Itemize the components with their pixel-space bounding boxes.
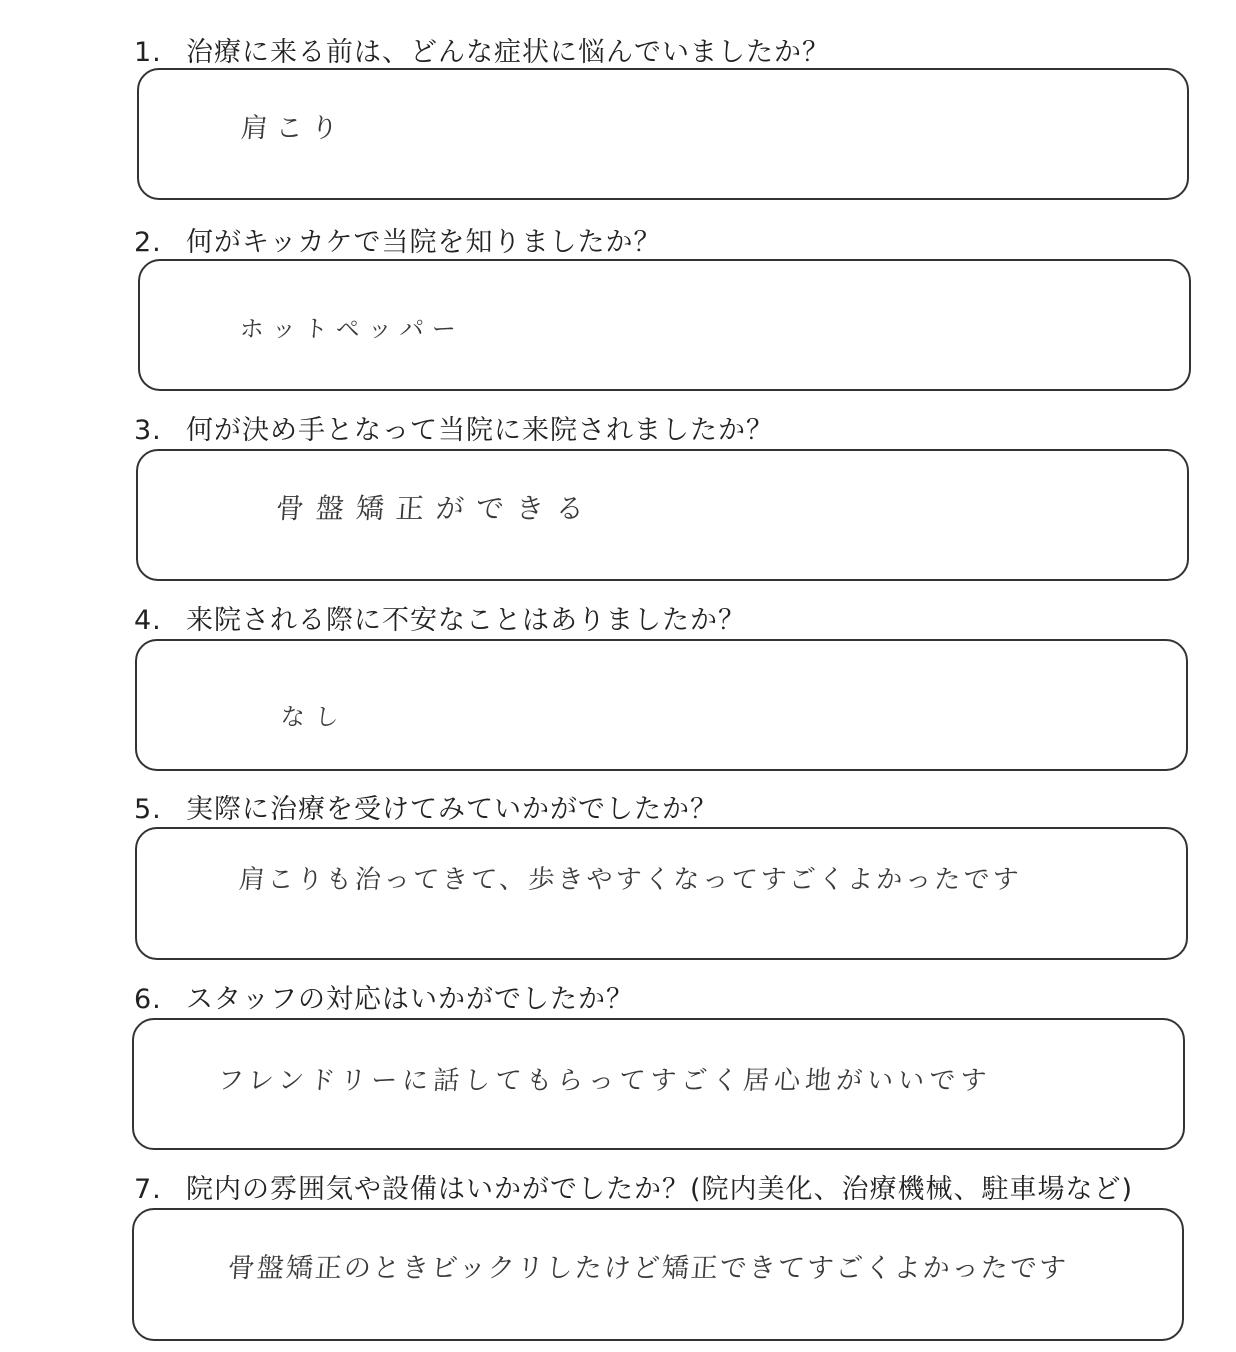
question-text: 来院される際に不安なことはありましたか？ bbox=[186, 605, 746, 636]
question-number: 4. bbox=[134, 605, 162, 636]
question-number: 7. bbox=[134, 1174, 162, 1205]
question-text: スタッフの対応はいかがでしたか？ bbox=[186, 984, 634, 1015]
answer-box-3 bbox=[136, 449, 1189, 581]
answer-box-6 bbox=[132, 1018, 1185, 1150]
handwritten-answer: 肩こりも治ってきて、歩きやすくなってすごくよかったです bbox=[237, 865, 1023, 895]
question-number: 5. bbox=[134, 794, 162, 825]
question-text: 何がキッカケで当院を知りましたか？ bbox=[186, 227, 662, 258]
answer-box-2 bbox=[138, 259, 1191, 391]
handwritten-answer: フレンドリーに話してもらってすごく居心地がいいです bbox=[216, 1066, 993, 1096]
question-5-title bbox=[134, 787, 718, 826]
question-1-title bbox=[134, 30, 830, 69]
answer-box-4 bbox=[135, 639, 1188, 771]
handwritten-answer: 骨盤矯正ができる bbox=[274, 492, 598, 525]
question-text: 実際に治療を受けてみていかがでしたか？ bbox=[186, 794, 718, 825]
answer-box-7 bbox=[132, 1208, 1184, 1341]
question-number: 6. bbox=[134, 984, 162, 1015]
question-number: 2. bbox=[134, 227, 162, 258]
question-text: 何が決め手となって当院に来院されましたか？ bbox=[186, 415, 774, 446]
handwritten-answer: 肩こり bbox=[239, 113, 347, 144]
question-text: 治療に来る前は、どんな症状に悩んでいましたか？ bbox=[186, 37, 830, 68]
question-number: 1. bbox=[134, 37, 162, 68]
question-4-title bbox=[134, 598, 746, 637]
handwritten-answer: 骨盤矯正のときビックリしたけど矯正できてすごくよかったです bbox=[226, 1253, 1069, 1284]
question-6-title bbox=[134, 977, 634, 1016]
handwritten-answer: ホットペッパー bbox=[238, 315, 465, 343]
question-3-title bbox=[134, 408, 774, 447]
question-number: 3. bbox=[134, 415, 162, 446]
answer-box-5 bbox=[135, 827, 1188, 960]
handwritten-answer: なし bbox=[279, 703, 350, 731]
question-7-title bbox=[134, 1167, 1133, 1206]
answer-box-1 bbox=[137, 68, 1189, 200]
question-text: 院内の雰囲気や設備はいかがでしたか？(院内美化、治療機械、駐車場など) bbox=[186, 1174, 1134, 1205]
question-2-title bbox=[134, 220, 661, 259]
